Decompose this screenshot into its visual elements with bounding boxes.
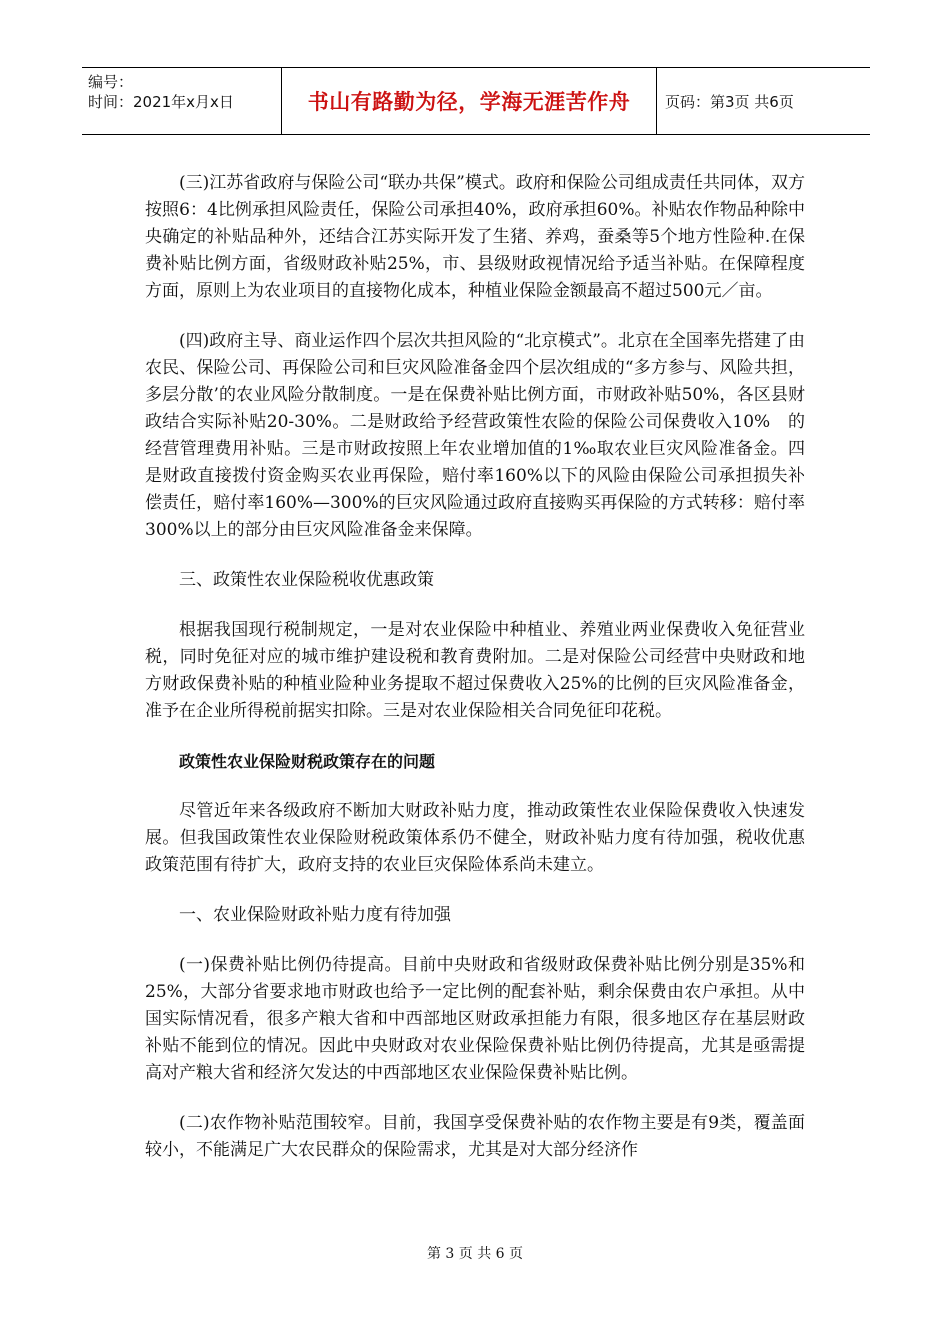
section-heading-problems: 政策性农业保险财税政策存在的问题 bbox=[179, 752, 436, 771]
paragraph-subsidy-ratio: (一)保费补贴比例仍待提高。目前中央财政和省级财政保费补贴比例分别是35%和25%，大部分省要求地市财政也给予一定比例的配套补贴，剩余保费由农户承担。从中国实际情况看，很多产粮大省和中西部地区财政承担能力有限，很多地区存在基层财政补贴不能到位的情况。因此中央财政对农业保险保费补贴比例仍待提高，尤其是亟需提高对产粮大省和经济欠发达的中西部地区农业保险保费补贴比例。 bbox=[145, 955, 805, 1083]
section-heading-tax-policy: 三、政策性农业保险税收优惠政策 bbox=[179, 570, 434, 590]
page-footer: 第 3 页 共 6 页 bbox=[426, 1246, 524, 1262]
document-number-label: 编号： bbox=[88, 73, 134, 91]
paragraph-crop-range: (二)农作物补贴范围较窄。目前，我国享受保费补贴的农作物主要是有9类，覆盖面较小，不能满足广大农民群众的保险需求，尤其是对大部分经济作 bbox=[145, 1113, 805, 1160]
paragraph-jiangsu-model: (三)江苏省政府与保险公司“联办共保”模式。政府和保险公司组成责任共同体，双方按照6：4比例承担风险责任，保险公司承担40%，政府承担60%。补贴农作物品种除中央确定的补贴品种外，还结合江苏实际开发了生猪、养鸡，蚕桑等5个地方性险种.在保费补贴比例方面，省级财政补贴25%，市、县级财政视情况给予适当补贴。在保障程度方面，原则上为农业项目的直接物化成本，种植业保险金额最高不超过500元／亩。 bbox=[145, 173, 805, 301]
paragraph-tax-policy: 根据我国现行税制规定，一是对农业保险中种植业、养殖业两业保费收入免征营业税，同时免征对应的城市维护建设税和教育费附加。二是对保险公司经营中央财政和地方财政保费补贴的种植业险种业务提取不超过保费收入25%的比例的巨灾风险准备金，准予在企业所得税前据实扣除。三是对农业保险相关合同免征印花税。 bbox=[145, 620, 805, 721]
header-motto: 书山有路勤为径，学海无涯苦作舟 bbox=[282, 68, 657, 134]
header-page-info: 页码：第3页 共6页 bbox=[665, 92, 794, 111]
paragraph-beijing-model: (四)政府主导、商业运作四个层次共担风险的“北京模式”。北京在全国率先搭建了由农民、保险公司、再保险公司和巨灾风险准备金四个层次组成的“多方参与、风险共担，多层分散’的农业风险分散制度。一是在保费补贴比例方面，市财政补贴50%，各区县财政结合实际补贴20-30%。二是财政给予经营政策性农险的保险公司保费收入10% 的经营管理费用补贴。三是市财政按照上年农业增加值的1‰取农业巨灾风险准备金。四是财政直接拨付资金购买农业再保险，赔付率160%以下的风险由保险公司承担损失补偿责任，赔付率160%—300%的巨灾风险通过政府直接购买再保险的方式转移：赔付率300%以上的部分由巨灾风险准备金来保障。 bbox=[145, 331, 805, 540]
paragraph-problems-intro: 尽管近年来各级政府不断加大财政补贴力度，推动政策性农业保险保费收入快速发展。但我国政策性农业保险财税政策体系仍不健全，财政补贴力度有待加强，税收优惠政策范围有待扩大，政府支持的农业巨灾保险体系尚未建立。 bbox=[145, 801, 805, 875]
document-body bbox=[145, 170, 805, 1187]
header-meta bbox=[82, 68, 282, 134]
section-heading-subsidy: 一、农业保险财政补贴力度有待加强 bbox=[179, 905, 451, 925]
document-time-label: 时间：2021年x月x日 bbox=[88, 93, 234, 111]
page-header bbox=[82, 67, 870, 135]
